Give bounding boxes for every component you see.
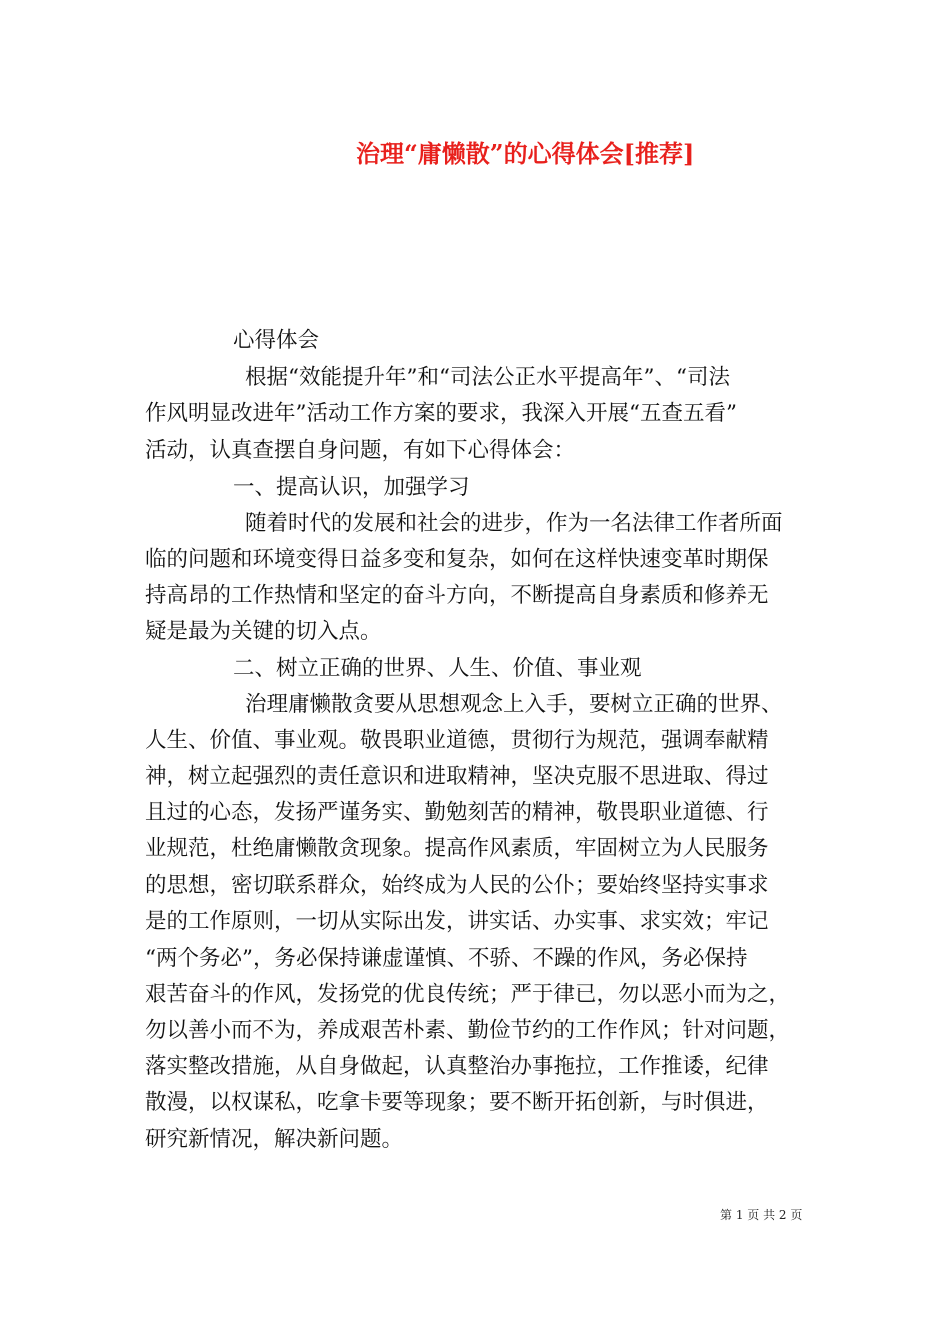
section-heading-2: 二、树立正确的世界、人生、价值、事业观 (233, 656, 642, 681)
paragraph-line: 临的问题和环境变得日益多变和复杂，如何在这样快速变革时期保 (145, 547, 769, 572)
section-heading-1: 一、提高认识，加强学习 (233, 475, 470, 500)
paragraph-line: 作风明显改进年”活动工作方案的要求，我深入开展“五查五看” (145, 401, 737, 426)
paragraph-line: 勿以善小而不为，养成艰苦朴素、勤俭节约的工作作风；针对问题， (145, 1018, 791, 1043)
paragraph-line: 持高昂的工作热情和坚定的奋斗方向，不断提高自身素质和修养无 (145, 583, 769, 608)
paragraph-line: 根据“效能提升年”和“司法公正水平提高年”、“司法 (245, 365, 730, 390)
paragraph-line: 神，树立起强烈的责任意识和进取精神，坚决克服不思进取、得过 (145, 764, 769, 789)
paragraph-line: “两个务必”，务必保持谦虚谨慎、不骄、不躁的作风，务必保持 (145, 946, 748, 971)
paragraph-line: 活动，认真查摆自身问题，有如下心得体会： (145, 438, 576, 463)
paragraph-line: 业规范，杜绝庸懒散贪现象。提高作风素质，牢固树立为人民服务 (145, 836, 769, 861)
document-title: 治理“庸懒散”的心得体会[推荐] (356, 139, 695, 168)
paragraph-line: 的思想，密切联系群众，始终成为人民的公仆；要始终坚持实事求 (145, 873, 769, 898)
paragraph-line: 散漫，以权谋私，吃拿卡要等现象；要不断开拓创新，与时俱进， (145, 1090, 769, 1115)
paragraph-line: 艰苦奋斗的作风，发扬党的优良传统；严于律已，勿以恶小而为之， (145, 982, 791, 1007)
paragraph-line: 研究新情况，解决新问题。 (145, 1127, 404, 1152)
paragraph-line: 落实整改措施，从自身做起，认真整治办事拖拉，工作推诿，纪律 (145, 1054, 769, 1079)
paragraph-line: 治理庸懒散贪要从思想观念上入手，要树立正确的世界、 (245, 692, 783, 717)
paragraph-line: 人生、价值、事业观。敬畏职业道德，贯彻行为规范，强调奉献精 (145, 728, 769, 753)
paragraph-line: 是的工作原则，一切从实际出发，讲实话、办实事、求实效；牢记 (145, 909, 769, 934)
paragraph-line: 且过的心态，发扬严谨务实、勤勉刻苦的精神，敬畏职业道德、行 (145, 800, 769, 825)
page-number: 第 1 页 共 2 页 (720, 1208, 803, 1222)
paragraph-line: 随着时代的发展和社会的进步，作为一名法律工作者所面 (245, 511, 783, 536)
heading-xinde: 心得体会 (233, 328, 320, 353)
paragraph-line: 疑是最为关键的切入点。 (145, 619, 382, 644)
